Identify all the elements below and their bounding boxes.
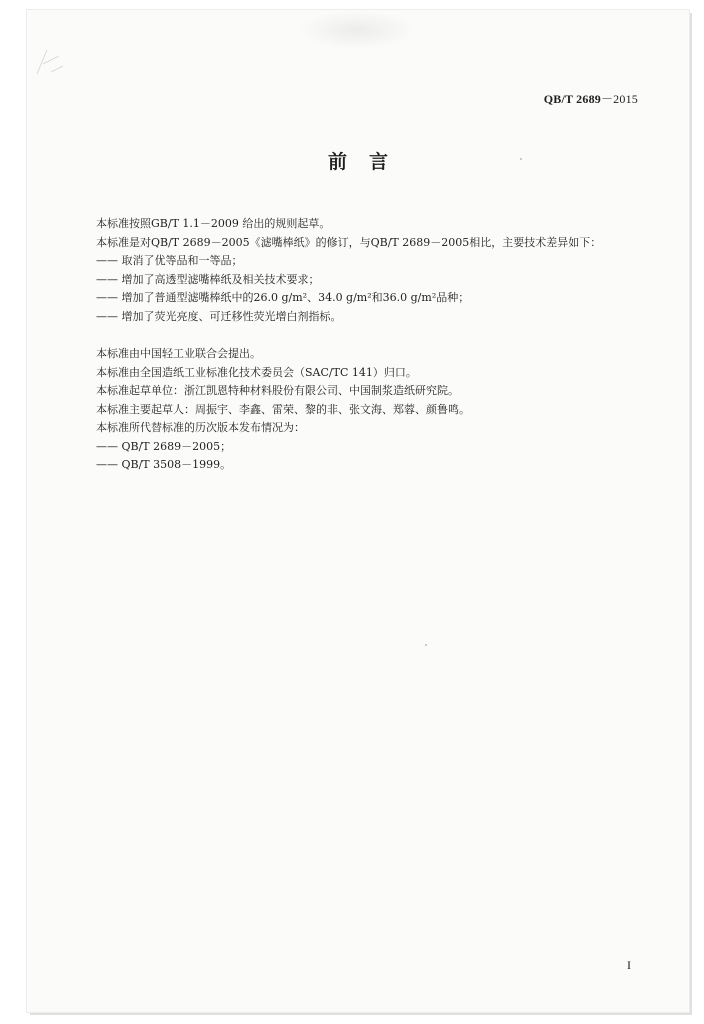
foreword-body (96, 215, 676, 475)
history-item-2: —— QB/T 3508－1999。 (96, 458, 232, 471)
committee-line: 本标准由全国造纸工业标准化技术委员会（SAC/TC 141）归口。 (96, 365, 417, 379)
standard-code-year: －2015 (600, 92, 638, 106)
paragraph-gap (96, 326, 676, 345)
change-item-1: —— 取消了优等品和一等品； (96, 254, 243, 267)
history-item-1: —— QB/T 2689－2005； (96, 439, 232, 453)
pencil-mark (33, 44, 67, 80)
page-title: 前言 (327, 151, 410, 173)
document-page (27, 10, 689, 1012)
change-item-4: —— 增加了荧光亮度、可迁移性荧光增白剂指标。 (96, 309, 342, 323)
drafting-units-line: 本标准起草单位：浙江凯恩特种材料股份有限公司、中国制浆造纸研究院。 (96, 384, 459, 397)
change-item-2: —— 增加了高透型滤嘴棒纸及相关技术要求； (96, 272, 320, 286)
revision-intro-line: 本标准是对QB/T 2689－2005《滤嘴棒纸》的修订，与QB/T 2689－2005相比，主要技术差异如下： (96, 235, 602, 249)
standard-code-number: QB/T 2689 (543, 92, 601, 106)
scan-speck (520, 158, 522, 160)
drafting-rules-line: 本标准按照GB/T 1.1－2009 给出的规则起草。 (96, 217, 331, 230)
standard-code (544, 90, 638, 107)
proposer-line: 本标准由中国轻工业联合会提出。 (96, 347, 261, 360)
scan-speck (425, 644, 427, 646)
page-number: I (627, 958, 631, 972)
history-intro-line: 本标准所代替标准的历次版本发布情况为： (96, 421, 305, 434)
change-item-3: —— 增加了普通型滤嘴棒纸中的26.0 g/m²、34.0 g/m²和36.0 g/m²品种； (96, 291, 470, 304)
drafters-line: 本标准主要起草人：周振宇、李鑫、雷荣、黎的非、张文海、郑蓉、颜鲁鸣。 (96, 402, 470, 416)
